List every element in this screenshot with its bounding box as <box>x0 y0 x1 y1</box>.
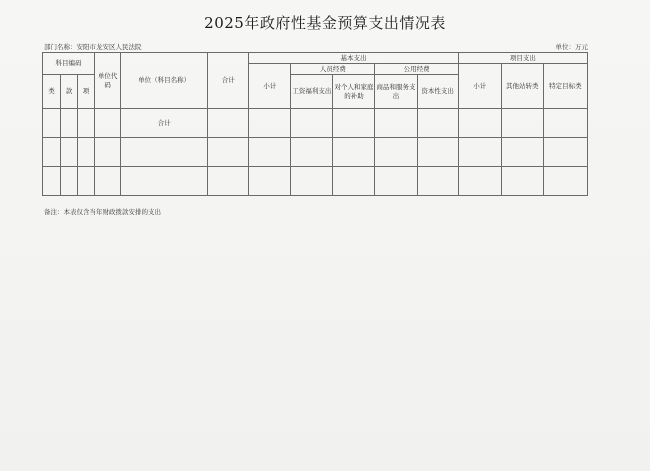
cell-basic-subtotal <box>249 109 291 138</box>
header-other-transfers: 其他站转类 <box>501 64 543 109</box>
cell-project-subtotal <box>458 109 501 138</box>
cell-other-transfers <box>501 138 543 167</box>
header-basic-subtotal: 小计 <box>249 64 291 109</box>
cell-individual-family-subsidy <box>333 167 375 196</box>
cell-category <box>43 167 61 196</box>
cell-item <box>78 109 95 138</box>
cell-unit-name <box>121 138 208 167</box>
cell-category <box>43 109 61 138</box>
header-specific-target: 特定目标类 <box>543 64 587 109</box>
table-row <box>43 109 588 138</box>
header-wages-welfare: 工资福利支出 <box>291 75 333 109</box>
cell-total <box>208 138 249 167</box>
cell-section <box>61 138 78 167</box>
header-item: 项 <box>78 75 95 109</box>
cell-unit-code <box>95 167 121 196</box>
department-label: 部门名称：安阳市龙安区人民法院 <box>44 43 142 51</box>
budget-table <box>42 52 588 196</box>
header-capital-expenditure: 资本性支出 <box>417 75 458 109</box>
header-individual-family-subsidy: 对个人和家庭的补助 <box>333 75 375 109</box>
cell-capital-expenditure <box>417 109 458 138</box>
cell-unit-code <box>95 109 121 138</box>
header-unit-code: 单位代码 <box>95 53 121 109</box>
cell-item <box>78 167 95 196</box>
cell-item <box>78 138 95 167</box>
cell-specific-target <box>543 109 587 138</box>
cell-unit-code <box>95 138 121 167</box>
cell-project-subtotal <box>458 167 501 196</box>
cell-other-transfers <box>501 109 543 138</box>
header-unit-name: 单位（科目名称） <box>121 53 208 109</box>
cell-total <box>208 167 249 196</box>
table-note: 备注：本表仅含当年财政拨款安排的支出 <box>44 208 161 216</box>
cell-section <box>61 109 78 138</box>
cell-goods-services <box>375 109 417 138</box>
cell-wages-welfare <box>291 138 333 167</box>
cell-specific-target <box>543 167 587 196</box>
cell-total <box>208 109 249 138</box>
cell-basic-subtotal <box>249 138 291 167</box>
cell-goods-services <box>375 167 417 196</box>
header-basic-expenditure: 基本支出 <box>249 53 458 64</box>
cell-goods-services <box>375 138 417 167</box>
header-goods-services: 商品和服务支出 <box>375 75 417 109</box>
unit-label: 单位：万元 <box>555 43 588 51</box>
cell-basic-subtotal <box>249 167 291 196</box>
table-row <box>43 138 588 167</box>
cell-capital-expenditure <box>417 138 458 167</box>
cell-section <box>61 167 78 196</box>
document-title: 2025年政府性基金预算支出情况表 <box>204 14 446 32</box>
cell-specific-target <box>543 138 587 167</box>
table-row <box>43 167 588 196</box>
header-personnel-expenses: 人员经费 <box>291 64 375 75</box>
header-project-subtotal: 小计 <box>458 64 501 109</box>
header-total: 合计 <box>208 53 249 109</box>
cell-project-subtotal <box>458 138 501 167</box>
cell-unit-name: 合计 <box>121 109 208 138</box>
cell-wages-welfare <box>291 109 333 138</box>
cell-wages-welfare <box>291 167 333 196</box>
cell-capital-expenditure <box>417 167 458 196</box>
header-project-expenditure: 项目支出 <box>458 53 587 64</box>
header-category: 类 <box>43 75 61 109</box>
cell-individual-family-subsidy <box>333 138 375 167</box>
header-subject-code: 科目编码 <box>43 53 95 75</box>
cell-other-transfers <box>501 167 543 196</box>
cell-unit-name <box>121 167 208 196</box>
header-section: 款 <box>61 75 78 109</box>
cell-category <box>43 138 61 167</box>
cell-individual-family-subsidy <box>333 109 375 138</box>
header-public-expenses: 公用经费 <box>375 64 458 75</box>
